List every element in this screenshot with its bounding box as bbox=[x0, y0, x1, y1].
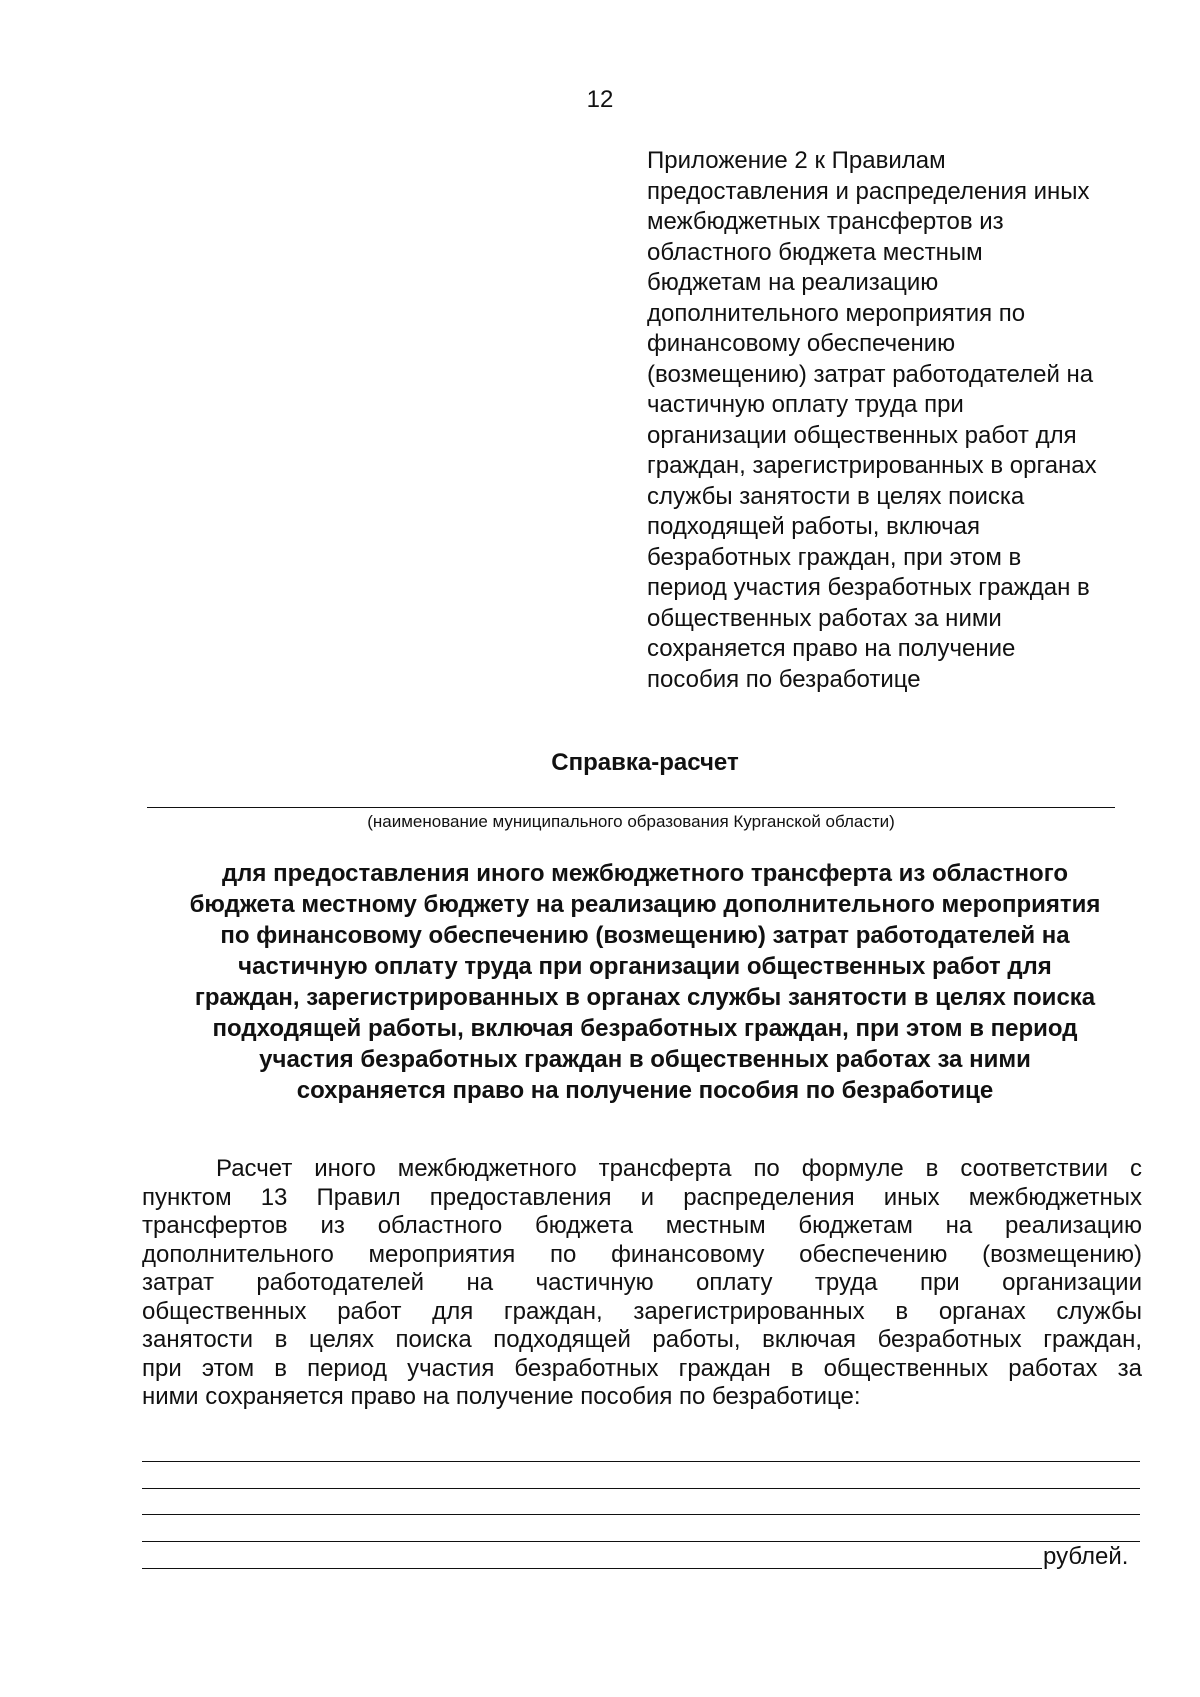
paragraph-line: общественных работ для граждан, зарегистрированных в органах службы bbox=[142, 1297, 1142, 1325]
appendix-line: финансовому обеспечению bbox=[647, 330, 956, 357]
appendix-line: сохраняется право на получение bbox=[647, 635, 1016, 662]
appendix-reference bbox=[647, 146, 1167, 695]
subject-line: для предоставления иного межбюджетного трансферта из областного bbox=[221, 860, 1069, 887]
calculation-paragraph bbox=[142, 1155, 1142, 1412]
sum-fill-line bbox=[142, 1568, 1042, 1569]
paragraph-line: ними сохраняется право на получение пособия по безработице: bbox=[142, 1383, 861, 1410]
appendix-line: безработных граждан, при этом в bbox=[647, 543, 1022, 571]
appendix-line: общественных работах за ними bbox=[647, 604, 1002, 632]
paragraph-line: дополнительного мероприятия по финансовому обеспечению (возмещению) bbox=[142, 1240, 1142, 1268]
paragraph-line: затрат работодателей на частичную оплату труда при организации bbox=[142, 1269, 1142, 1296]
appendix-line: период участия безработных граждан в bbox=[647, 574, 1090, 601]
appendix-line: предоставления и распределения иных bbox=[647, 177, 1090, 205]
subject-line: частичную оплату труда при организации общественных работ для bbox=[238, 953, 1052, 980]
paragraph-line: пунктом 13 Правил предоставления и распределения иных межбюджетных bbox=[142, 1183, 1142, 1211]
subject-line: граждан, зарегистрированных в органах службы занятости в целях поиска bbox=[194, 984, 1096, 1011]
appendix-line: областного бюджета местным bbox=[647, 238, 983, 266]
subject-line: по финансовому обеспечению (возмещению) затрат работодателей на bbox=[220, 922, 1070, 949]
appendix-line: граждан, зарегистрированных в органах bbox=[647, 452, 1097, 479]
appendix-line: подходящей работы, включая bbox=[647, 513, 980, 540]
calculation-fill-line bbox=[142, 1488, 1140, 1489]
appendix-line: дополнительного мероприятия по bbox=[647, 299, 1026, 327]
paragraph-line: занятости в целях поиска подходящей работы, включая безработных граждан, bbox=[142, 1326, 1142, 1353]
document-title: Справка-расчет bbox=[551, 749, 739, 776]
appendix-line: организации общественных работ для bbox=[647, 421, 1077, 449]
appendix-line: службы занятости в целях поиска bbox=[647, 482, 1025, 510]
subject-line: бюджета местному бюджету на реализацию дополнительного мероприятия bbox=[189, 891, 1101, 918]
paragraph-line: при этом в период участия безработных граждан в общественных работах за bbox=[142, 1354, 1142, 1382]
appendix-line: пособия по безработице bbox=[647, 665, 921, 693]
appendix-line: межбюджетных трансфертов из bbox=[647, 208, 1004, 235]
subject-line: участия безработных граждан в общественных работах за ними bbox=[259, 1046, 1031, 1073]
paragraph-line: Расчет иного межбюджетного трансферта по формуле в соответствии с bbox=[216, 1155, 1142, 1182]
municipality-name-field-line bbox=[147, 807, 1115, 808]
paragraph-line: трансфертов из областного бюджета местным бюджетам на реализацию bbox=[142, 1212, 1142, 1239]
appendix-line: (возмещению) затрат работодателей на bbox=[647, 360, 1094, 388]
subject-line: подходящей работы, включая безработных граждан, при этом в период bbox=[212, 1015, 1078, 1042]
appendix-line: Приложение 2 к Правилам bbox=[647, 147, 946, 174]
calculation-fill-line bbox=[142, 1461, 1140, 1462]
municipality-name-caption: (наименование муниципального образования Курганской области) bbox=[367, 812, 895, 831]
calculation-fill-line bbox=[142, 1514, 1140, 1515]
rubles-label: рублей. bbox=[1043, 1543, 1129, 1570]
document-subject bbox=[120, 858, 1170, 1106]
appendix-line: бюджетам на реализацию bbox=[647, 269, 939, 296]
appendix-line: частичную оплату труда при bbox=[647, 391, 964, 418]
calculation-fill-line bbox=[142, 1541, 1140, 1542]
page-number: 12 bbox=[586, 86, 614, 113]
subject-line: сохраняется право на получение пособия по безработице bbox=[296, 1077, 994, 1104]
